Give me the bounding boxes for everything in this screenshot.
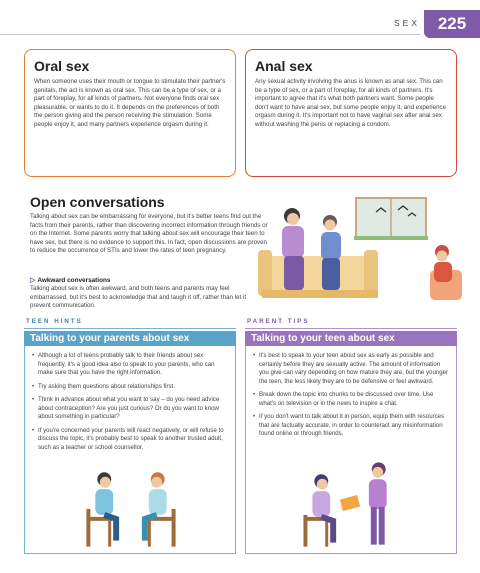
parent-tips-panel <box>245 318 457 558</box>
chair-icon <box>86 509 90 547</box>
teen-hints-body <box>24 346 236 554</box>
list-item: • If you're concerned your parents will react negatively, or will refuse to discuss the topic, it's probably best to speak to another trusted adult, such as a teacher or school counsellor. <box>32 427 228 453</box>
awkward-conversations-note <box>30 276 268 311</box>
anal-sex-title: Anal sex <box>255 58 313 74</box>
page-number: 225 <box>424 10 480 38</box>
sofa-icon <box>262 256 372 292</box>
family-sofa-illustration <box>258 190 468 308</box>
list-item: • Try asking them questions about relationships first. <box>32 383 228 392</box>
open-conversations-text: Talking about sex can be embarrassing for everyone, but it's better teens find out the facts from their parents, rather than discovering incorrect information through friends or on the Internet. Some parents worry that talking about sex will encourage their teen to have sex, but there is no evidence to support this. In fact, open discussions are proven to reduce the occurrence of STIs and lower the rates of teen pregnancy. <box>30 213 268 255</box>
page-header <box>0 0 480 40</box>
anal-sex-text: Any sexual activity involving the anus is known as anal sex. This can be a type of sex, or a part of foreplay, for all kinds of partners. It's important to agree that it's what both partners want. Some people don't want to have anal sex, but some people enjoy it, and experience orgasm during it. It's important not to have vaginal sex after anal sex without washing the penis or replacing a condom. <box>255 78 447 128</box>
anal-sex-box <box>245 49 457 177</box>
list-item: • If you don't want to talk about it in person, equip them with resources that are factually accurate, in order to counteract any misinformation found online or through friends. <box>253 413 449 439</box>
teens-talking-illustration <box>25 457 235 553</box>
parent-tips-kicker: PARENT TIPS <box>245 318 457 329</box>
oral-sex-title: Oral sex <box>34 58 90 74</box>
book-icon <box>340 495 360 511</box>
awkward-title-row <box>30 276 268 284</box>
header-rule <box>0 34 420 35</box>
awkward-text: Talking about sex is often awkward, and both teens and parents may feel embarrassed, but it's best to acknowledge that and laugh it off, rather than let it prevent communication. <box>30 285 247 310</box>
open-conversations-section <box>30 194 268 256</box>
teen-hints-panel <box>24 318 236 558</box>
triangle-arrow-icon: ▷ <box>30 277 36 284</box>
awkward-title: Awkward conversations <box>37 277 111 284</box>
oral-sex-box <box>24 49 236 177</box>
list-item: • Think in advance about what you want to say – do you need advice about contraception? Are you just curious? Or do you want to know about something in particular? <box>32 396 228 422</box>
parent-tips-list <box>253 352 449 439</box>
list-item: • Although a lot of teens probably talk to their friends about sex frequently, it's a good idea also to speak to your parents, who can make sure that you have the right information. <box>32 352 228 378</box>
parent-tips-title: Talking to your teen about sex <box>245 331 457 346</box>
teen-hints-title: Talking to your parents about sex <box>24 331 236 346</box>
parent-tips-body <box>245 346 457 554</box>
open-conversations-title: Open conversations <box>30 194 165 210</box>
teen-hints-list <box>32 352 228 452</box>
list-item: • It's best to speak to your teen about sex as early as possible and certainly before they are sexually active. The amount of information you give can vary depending on how mature they are, but the younger the teen, the less likely they are to be defensive or feel awkward. <box>253 352 449 386</box>
parent-teen-book-illustration <box>246 457 456 553</box>
oral-sex-text: When someone uses their mouth or tongue to stimulate their partner's genitals, the act is known as oral sex. This can be a type of sex, or a part of foreplay, for all kinds of partners. Not everyone finds oral sex pleasurable, or wants to do it. It depends on the preferences of both the person giving and the person receiving the stimulation. Some people enjoy it, and many partners experience orgasm during it. <box>34 78 226 128</box>
section-label: SEX <box>393 18 420 28</box>
teen-hints-kicker: TEEN HINTS <box>24 318 236 329</box>
list-item: • Break down the topic into chunks to be discussed over time. Use what's on television or in the news to inspire a chat. <box>253 391 449 408</box>
